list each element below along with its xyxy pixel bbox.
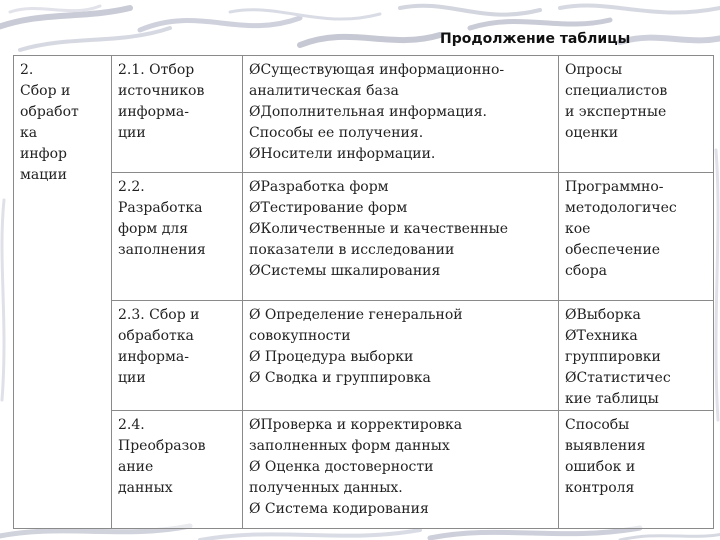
table-row [14, 411, 714, 529]
stage-label: 2. Сбор и обработ ка инфор мации [20, 62, 79, 183]
substage-cell [112, 301, 243, 411]
content-text: Ø Определение генеральной совокупности Ø Процедура выборки Ø Сводка и группировка [249, 307, 463, 386]
content-cell [243, 56, 559, 173]
methods-text: Способы выявления ошибок и контроля [565, 417, 646, 496]
substage-cell [112, 56, 243, 173]
content-cell [243, 173, 559, 301]
methods-text: Программно- методологичес кое обеспечение сбора [565, 179, 677, 279]
research-stages-table [13, 55, 714, 529]
substage-cell [112, 411, 243, 529]
methods-cell [559, 301, 714, 411]
methods-cell [559, 56, 714, 173]
table-row [14, 56, 714, 173]
content-text: ØПроверка и корректировка заполненных форм данных Ø Оценка достоверности полученных данных. Ø Система кодирования [249, 417, 463, 517]
substage-cell [112, 173, 243, 301]
methods-cell [559, 411, 714, 529]
substage-label: 2.4. Преобразов ание данных [118, 417, 206, 496]
content-cell [243, 411, 559, 529]
table-row [14, 173, 714, 301]
content-cell [243, 301, 559, 411]
table-continuation-caption: Продолжение таблицы [440, 31, 631, 47]
content-text: ØСуществующая информационно- аналитическая база ØДополнительная информация. Способы ее получения. ØНосители информации. [249, 62, 505, 162]
content-text: ØРазработка форм ØТестирование форм ØКоличественные и качественные показатели в исследовании ØСистемы шкалирования [249, 179, 509, 279]
methods-cell [559, 173, 714, 301]
substage-label: 2.1. Отбор источников информа- ции [118, 62, 205, 141]
substage-label: 2.3. Сбор и обработка информа- ции [118, 307, 200, 386]
methods-text: Опросы специалистов и экспертные оценки [565, 62, 668, 141]
methods-text: ØВыборка ØТехника группировки ØСтатистичес кие таблицы [565, 307, 671, 407]
table-row [14, 301, 714, 411]
stage-cell [14, 56, 112, 529]
substage-label: 2.2. Разработка форм для заполнения [118, 179, 206, 258]
